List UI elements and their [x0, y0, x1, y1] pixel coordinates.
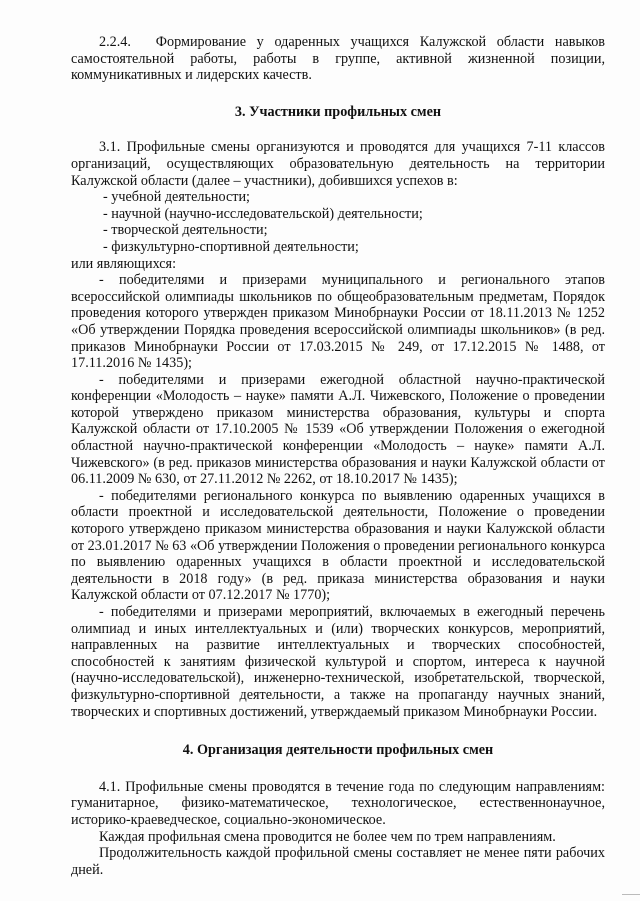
- paragraph-duration: Продолжительность каждой профильной смены составляет не менее пяти рабочих дней.: [71, 845, 605, 878]
- or-being-line: или являющихся:: [71, 255, 177, 272]
- section-heading-4: 4. Организация деятельности профильных смен: [182, 742, 494, 759]
- winners-conference-paragraph: - победителями и призерами ежегодной областной научно-практической конференции «Молодость – науке» памяти А.Л. Чижевского, Положение о проведении которой утверждено приказом министерства образования, культуры и спорта Калужской области от 17.10.2005 № 1539 «Об утверждении Положения о ежегодной областной научно-практической конференции «Молодость – науке» памяти А.Л. Чижевского» (в ред. приказов министерства образования и науки Калужской области от 06.11.2009 № 630, от 27.11.2012 № 2262, от 18.10.2017 № 1435);: [71, 371, 605, 488]
- paragraph-3-1: 3.1. Профильные смены организуются и проводятся для учащихся 7-11 классов организаций, осуществляющих образовательную деятельность на территории Калужской области (далее – участники), добившихся успехов в:: [71, 139, 605, 189]
- scan-edge-mark: [622, 894, 640, 901]
- winners-olympiad-paragraph: - победителями и призерами муниципального и регионального этапов всероссийской олимпиады школьников по общеобразовательным предметам, Порядок проведения которого утвержден приказом Минобрнауки России от 18.11.2013 № 1252 «Об утверждении Порядка проведения всероссийской олимпиады школьников» (в ред. приказов Минобрнауки России от 17.03.2015 № 249, от 17.12.2015 № 1488, от 17.11.2016 № 1435);: [71, 272, 605, 372]
- achievement-list: [71, 189, 605, 255]
- section-heading-3: 3. Участники профильных смен: [234, 103, 442, 120]
- list-item: - физкультурно-спортивной деятельности;: [103, 238, 359, 255]
- paragraph-directions-limit: Каждая профильная смена проводится не более чем по трем направлениям.: [99, 828, 556, 845]
- winners-contest-paragraph: - победителями регионального конкурса по выявлению одаренных учащихся в области проектной и исследовательской деятельности, Положение о проведении которого утверждено приказом министерства образования и науки Калужской области от 23.01.2017 № 63 «Об утверждении Положения о проведении регионального конкурса по выявлению одаренных учащихся в области проектной и исследовательской деятельности в 2018 году» (в ред. приказа министерства образования и науки Калужской области от 07.12.2017 № 1770);: [71, 487, 605, 604]
- paragraph-2-2-4: 2.2.4. Формирование у одаренных учащихся Калужской области навыков самостоятельной работы, работы в группе, активной жизненной позиции, коммуникативных и лидерских качеств.: [71, 34, 605, 84]
- winners-events-paragraph: - победителями и призерами мероприятий, включаемых в ежегодный перечень олимпиад и иных интеллектуальных и (или) творческих конкурсов, мероприятий, направленных на развитие интеллектуальных и творческих способностей, способностей к занятиям физической культурой и спортом, интереса к научной (научно-исследовательской), инженерно-технической, изобретательской, творческой, физкультурно-спортивной деятельности, а также на пропаганду научных знаний, творческих и спортивных достижений, утверждаемый приказом Минобрнауки России.: [71, 604, 605, 720]
- list-item: - учебной деятельности;: [103, 189, 251, 206]
- document-body: [71, 34, 605, 878]
- list-item: - научной (научно-исследовательской) деятельности;: [103, 205, 423, 222]
- list-item: - творческой деятельности;: [103, 222, 268, 239]
- paragraph-4-1: 4.1. Профильные смены проводятся в течение года по следующим направлениям: гуманитарное, физико-математическое, технологическое, естественнонаучное, историко-краеведческое, социально-экономическое.: [71, 778, 605, 828]
